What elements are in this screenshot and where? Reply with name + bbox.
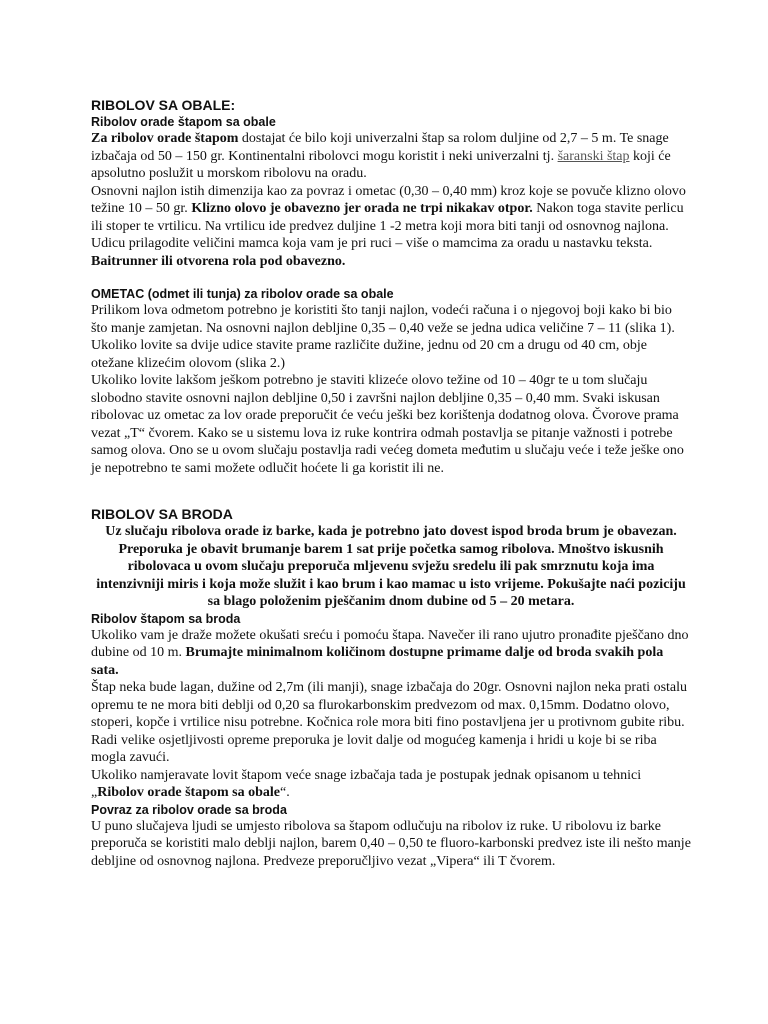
paragraph-handline-boat: U puno slučajeva ljudi se umjesto ribolova sa štapom odlučuju na ribolov iz ruke. U ribolovu iz barke preporuča se koristiti malo deblji najlon, barem 0,40 – 0,50 te fluoro-karbonski predvez iste ili nešto manje debljine od osnovnog najlona. Predveze preporučljivo vezat „Vipera“ ili T čvorem. [91, 818, 691, 869]
text-run: Osnovni najlon istih dimenzija kao za povraz i ometac (0,30 – 0,40 mm) kroz koje se povuče klizno olovo težine 10 – 50 gr. [91, 183, 686, 216]
paragraph-rod-boat-1 [91, 627, 691, 680]
section-title-shore: RIBOLOV SA OBALE: [91, 97, 236, 113]
paragraph-rod-shore [91, 130, 691, 183]
text-run: Ukoliko vam je draže možete okušati sreću i pomoću štapa. Navečer ili rano ujutro pronađite pješčano dno dubine od 10 m. [91, 627, 689, 660]
bold-phrase: Baitrunner ili otvorena rola pod obavezno. [91, 253, 346, 269]
bold-phrase: Brumajte minimalnom količinom dostupne primame dalje od broda svakih pola sata. [91, 645, 664, 678]
paragraph-boat-intro: Uz slučaju ribolova orade iz barke, kada je potrebno jato dovest ispod broda brum je obavezan. Preporuka je obavit brumanje barem 1 sat prije početka samog ribolova. Mnoštvo iskusnih ribolovaca u ovom slučaju preporuča mljevenu svježu sredelu ili pak smrznutu koja ima intenzivniji miris i koja može služit i kao brum i kao mamac u isto vrijeme. Pokušajte naći poziciju sa blago položenim pješčanim dnom dubine od 5 – 20 metara. [96, 524, 686, 609]
paragraph-rod-boat-3 [91, 767, 691, 802]
subtitle-ometac: OMETAC (odmet ili tunja) za ribolov orade sa obale [91, 287, 394, 301]
text-run: koji će apsolutno poslužit u morskom ribolovu na oradu. [91, 148, 671, 181]
section-title-boat: RIBOLOV SA BRODA [91, 506, 233, 522]
bold-phrase: Ribolov orade štapom sa obale [97, 785, 281, 800]
text-run: Ukoliko namjeravate lovit štapom veće snage izbačaja tada je postupak jednak opisanom u tehnici „ [91, 767, 642, 800]
paragraph-line-setup [91, 183, 691, 271]
paragraph-ometac-2: Ukoliko lovite lakšom ješkom potrebno je staviti klizeće olovo težine od 10 – 40gr te u tom slučaju slobodno stavite osnovni najlon debljine 0,50 i završni najlon debljine 0,35 – 0,40 mm. Svaki iskusan ribolovac uz ometac za lov orade preporučit će veću ješki bez korištenja dodatnog olova. Čvorove prama vezat „T“ čvorem. Kako se u sistemu lova iz ruke kontrira odmah postavlja se pitanje važnosti i potrebe samog olova. Ono se u ovom slučaju postavlja radi većeg dometa međutim u slučaju veće i teže ješke ono je nepotrebno te sami možete odlučit hoćete li ga koristit ili ne. [91, 373, 684, 476]
bold-phrase: Za ribolov orade štapom [91, 131, 239, 146]
text-run: Nakon toga stavite perlicu ili stoper te vrtilicu. Na vrtilicu ide predvez duljine 1 -2 metra koji mora biti tanji od osnovnog najlona. Udicu prilagodite veličini mamca koja vam je pri ruci – više o mamcima za oradu u nastavku teksta. [91, 201, 684, 251]
document-body [91, 96, 691, 870]
carp-rod-link[interactable]: šaranski štap [557, 148, 630, 164]
subtitle-rod-shore: Ribolov orade štapom sa obale [91, 115, 276, 129]
text-run: dostajat će bilo koji univerzalni štap sa rolom duljine od 2,7 – 5 m. Te snage izbačaja od 50 – 150 gr. Kontinentalni ribolovci mogu koristit i neki univerzalni tj. [91, 131, 669, 164]
paragraph-ometac-1: Prilikom lova odmetom potrebno je koristiti što tanji najlon, vodeći računa i o njegovoj boji kako bi bio što manje zamjetan. Na osnovni najlon debljine 0,35 – 0,40 veže se jedna udica veličine 7 – 11 (slika 1). Ukoliko lovite sa dvije udice stavite prame različite dužine, jednu od 20 cm a drugu od 40 cm, obje otežane klizećim olovom (slika 2.) [91, 303, 675, 371]
subtitle-rod-boat: Ribolov štapom sa broda [91, 611, 241, 626]
paragraph-rod-boat-2: Štap neka bude lagan, dužine od 2,7m (ili manji), snage izbačaja do 20gr. Osnovni najlon neka prati ostalu opremu te ne mora biti deblji od 0,20 sa flurokarbonskim predvezom od max. 0,15mm. Dodatno olovo, stoperi, kopče i vrtilice nisu potrebne. Kočnica role mora biti fino postavljena jer u protivnom gubite ribu. Radi velike osjetljivosti opreme preporuka je lovit dalje od mogućeg kamenja i hridi u koje bi se riba mogla zavući. [91, 680, 688, 765]
bold-phrase: Klizno olovo je obavezno jer orada ne trpi nikakav otpor. [191, 201, 533, 216]
subtitle-handline-boat: Povraz za ribolov orade sa broda [91, 802, 287, 817]
text-run: “. [280, 785, 290, 800]
